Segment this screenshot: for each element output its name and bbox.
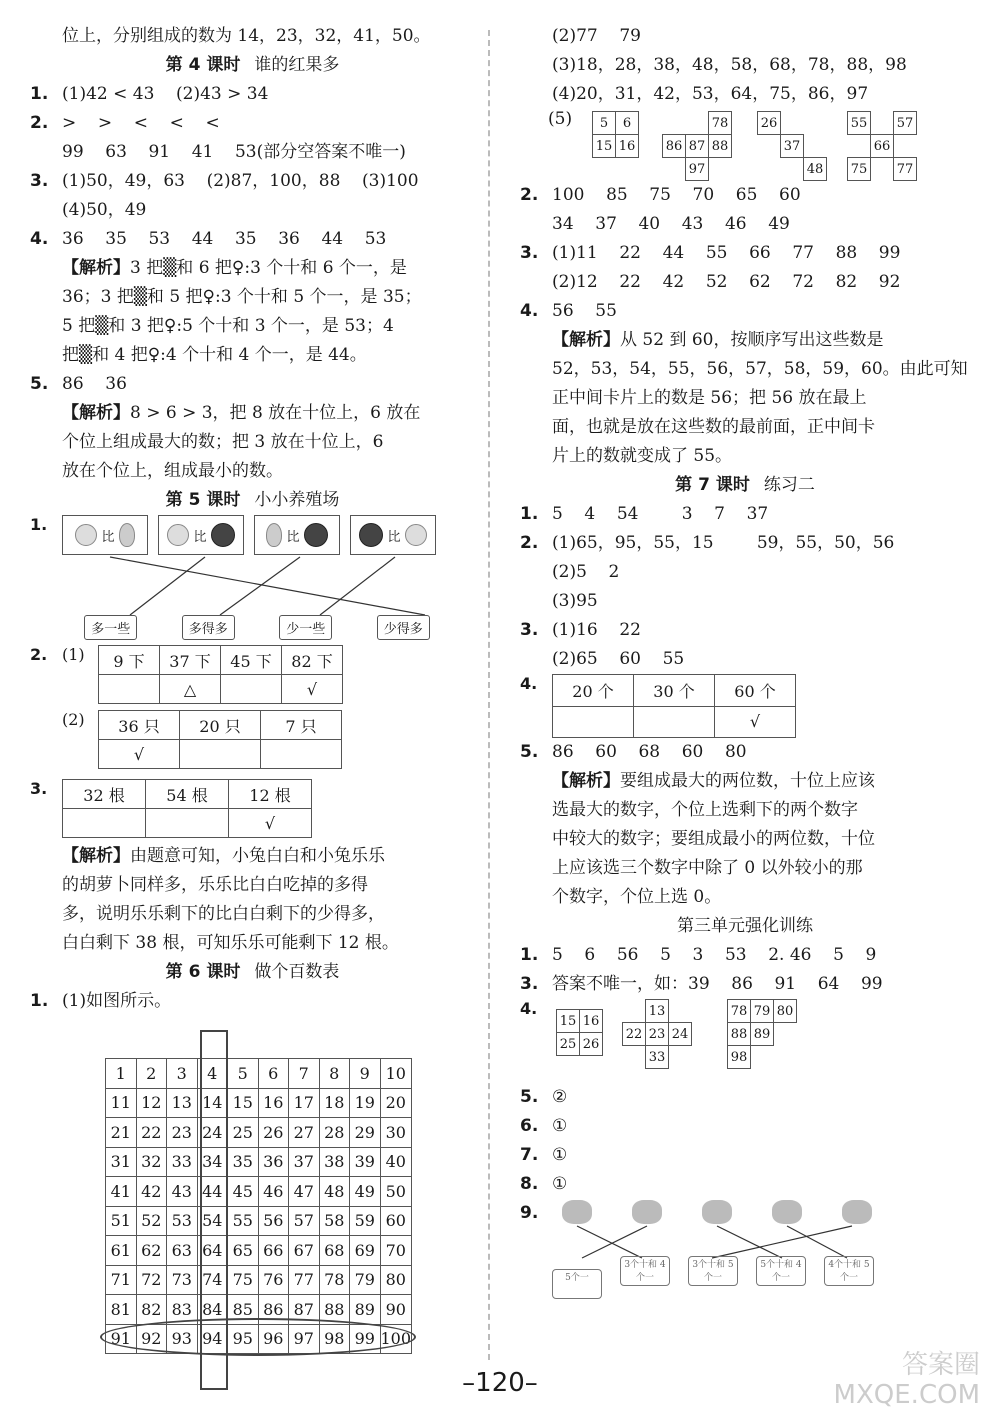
hundred-chart-cell: 89	[350, 1295, 381, 1325]
picture-melon-vs-peach: 比	[350, 515, 436, 555]
hundred-chart-cell: 56	[258, 1206, 289, 1236]
hundred-chart-cell: 19	[350, 1088, 381, 1118]
hundred-chart-cell: 7	[289, 1059, 320, 1089]
shape-c: 78 79 80 88 89 98	[727, 999, 797, 1069]
analysis-line: 个位上组成最大的数；把 3 放在十位上，6	[62, 432, 384, 452]
hundred-chart-cell: 62	[136, 1236, 167, 1266]
hundred-chart-cell: 21	[106, 1118, 137, 1148]
word-box: 多得多	[182, 615, 235, 640]
hundred-chart-cell: 50	[380, 1177, 412, 1207]
question-line: 2. (1)65，95，55，15 59，55，50，56	[520, 533, 895, 553]
analysis-line: 中较大的数字；要组成最小的两位数，十位	[552, 829, 875, 849]
hundred-chart-cell: 8	[319, 1059, 350, 1089]
hundred-chart-cell: 99	[350, 1324, 381, 1354]
hundred-chart-cell: 74	[197, 1265, 228, 1295]
hundred-chart-cell: 36	[258, 1147, 289, 1177]
question-4: 4. 56 55	[520, 301, 617, 321]
question-line: (2)5 2	[552, 562, 620, 582]
hundred-chart-cell: 15	[228, 1088, 259, 1118]
hundred-chart-cell: 98	[319, 1324, 350, 1354]
hundred-chart-cell: 60	[380, 1206, 412, 1236]
analysis-line: 36；3 把▒和 5 把♀:3 个十和 5 个一，是 35；	[62, 287, 422, 307]
picture-peach-vs-pear: 比	[62, 515, 148, 555]
question-line: 8. ①	[520, 1174, 568, 1194]
hundred-chart-cell: 93	[167, 1324, 198, 1354]
answer-box-row	[552, 1256, 892, 1299]
hundred-chart-cell: 71	[106, 1265, 137, 1295]
analysis-line: 个数字，个位上选 0。	[552, 887, 722, 907]
analysis-line: 把▒和 4 把♀:4 个十和 4 个一，是 44。	[62, 345, 367, 365]
analysis-line: 片上的数就变成了 55。	[552, 446, 733, 466]
hundred-chart-cell: 37	[289, 1147, 320, 1177]
hundred-chart-cell: 77	[289, 1265, 320, 1295]
hundred-chart-cell: 11	[106, 1088, 137, 1118]
hundred-chart-cell: 59	[350, 1206, 381, 1236]
analysis-line: 【解析】8 > 6 > 3，把 8 放在十位上，6 放在	[62, 403, 421, 423]
hundred-chart-cell: 55	[228, 1206, 259, 1236]
hundred-chart-cell: 61	[106, 1236, 137, 1266]
hundred-chart-cell: 24	[197, 1118, 228, 1148]
analysis-line: 选最大的数字，个位上选剩下的两个数字	[552, 800, 858, 820]
question-line: (4)20，31，42，53，64，75，86，97	[552, 84, 869, 104]
hundred-chart-cell: 44	[197, 1177, 228, 1207]
hundred-chart-cell: 63	[167, 1236, 198, 1266]
hundred-chart-cell: 66	[258, 1236, 289, 1266]
question-line: 9.	[520, 1203, 539, 1223]
hundred-chart-cell: 35	[228, 1147, 259, 1177]
question-5: 5. 86 36	[30, 374, 127, 394]
question-line: 1. 5 6 56 5 3 53 2. 46 5 9	[520, 945, 877, 965]
question-line: 4. 36 35 53 44 35 36 44 53	[30, 229, 387, 249]
hundred-chart-cell: 88	[319, 1295, 350, 1325]
hundred-chart-cell: 79	[350, 1265, 381, 1295]
hundred-chart-cell: 80	[380, 1265, 412, 1295]
question-line: (2)12 22 42 52 62 72 82 92	[552, 272, 901, 292]
answer-table: 20 个 30 个 60 个 √	[552, 674, 796, 738]
question-line: (2)77 79	[552, 26, 641, 46]
answer-box: 5个一	[552, 1269, 602, 1299]
hundred-chart-cell: 30	[380, 1118, 412, 1148]
shape-c: 26 37 48	[757, 111, 827, 181]
answer-table: 9 下 37 下 45 下 82 下 △ √	[98, 645, 343, 704]
hundred-chart-cell: 48	[319, 1177, 350, 1207]
hundred-chart-cell: 6	[258, 1059, 289, 1089]
hundred-chart-cell: 94	[197, 1324, 228, 1354]
question-line: 3. (1)16 22	[520, 620, 641, 640]
hundred-chart-cell: 1	[106, 1059, 137, 1089]
question-line: 3. (1)11 22 44 55 66 77 88 99	[520, 243, 901, 263]
hundred-chart-cell: 47	[289, 1177, 320, 1207]
hundred-chart-cell: 49	[350, 1177, 381, 1207]
question-line: 2. > > < < <	[30, 113, 220, 133]
analysis-line: 的胡萝卜同样多，乐乐比白白吃掉的多得	[62, 875, 368, 895]
hundred-chart-cell: 20	[380, 1088, 412, 1118]
shape-b: 13 22 23 24 33	[622, 999, 692, 1069]
question-line: 3. (1)50，49，63 (2)87，100，88 (3)100	[30, 171, 419, 191]
word-box: 多一些	[84, 615, 137, 640]
hundred-chart-cell: 65	[228, 1236, 259, 1266]
hundred-chart-cell: 100	[380, 1324, 412, 1354]
question-line: 5. ②	[520, 1087, 568, 1107]
hundred-chart-cell: 18	[319, 1088, 350, 1118]
hundred-chart-cell: 53	[167, 1206, 198, 1236]
hundred-chart-cell: 42	[136, 1177, 167, 1207]
hundred-chart-cell: 13	[167, 1088, 198, 1118]
question-line: 3. 答案不唯一，如：39 86 91 64 99	[520, 974, 883, 994]
hundred-chart-cell: 45	[228, 1177, 259, 1207]
number-shape-figure-2: 4. 15 16 25 26 13 22 23 24 33 78 79 80 88 89 98	[552, 999, 970, 1083]
hundred-chart-cell: 92	[136, 1324, 167, 1354]
question-4-table: 4. 20 个 30 个 60 个 √	[520, 674, 970, 738]
watermark: 答案圈 MXQE.COM	[833, 1350, 980, 1410]
analysis-line: 【解析】由题意可知，小兔白白和小兔乐乐	[62, 846, 385, 866]
hundred-chart-cell: 10	[380, 1059, 412, 1089]
lesson-5-heading: 第 5 课时 小小养殖场	[165, 490, 340, 510]
answer-table: 36 只 20 只 7 只 √	[98, 710, 342, 769]
hundred-chart-cell: 33	[167, 1147, 198, 1177]
analysis-line: 52，53，54，55，56，57，58，59，60。由此可知	[552, 359, 968, 379]
lesson-4-heading: 第 4 课时 谁的红果多	[165, 55, 340, 75]
hundred-chart-cell: 23	[167, 1118, 198, 1148]
hundred-chart-cell: 52	[136, 1206, 167, 1236]
hundred-chart-cell: 34	[197, 1147, 228, 1177]
analysis-line: 面，也就是放在这些数的最前面，正中间卡	[552, 417, 875, 437]
question-3: 3. 32 根 54 根 12 根 √	[30, 779, 475, 838]
hundred-chart-cell: 58	[319, 1206, 350, 1236]
hundred-chart-cell: 69	[350, 1236, 381, 1266]
question-line: 34 37 40 43 46 49	[552, 214, 790, 234]
word-box: 少得多	[377, 615, 430, 640]
question-line: 1. 5 4 54 3 7 37	[520, 504, 769, 524]
question-line: 1. (1)42 < 43 (2)43 > 34	[30, 84, 269, 104]
hundred-chart-cell: 91	[106, 1324, 137, 1354]
hundred-chart-cell: 22	[136, 1118, 167, 1148]
hundred-chart-cell: 27	[289, 1118, 320, 1148]
question-line: (4)50，49	[62, 200, 147, 220]
answer-box: 4个十和 5个一	[824, 1256, 874, 1286]
lesson-7-heading: 第 7 课时 练习二	[675, 475, 815, 495]
hundred-chart-cell: 68	[319, 1236, 350, 1266]
hundred-chart-cell: 14	[197, 1088, 228, 1118]
cabbage-matching-figure	[552, 1200, 970, 1283]
hundred-chart-cell: 5	[228, 1059, 259, 1089]
hundred-chart-cell: 16	[258, 1088, 289, 1118]
hundred-chart-cell: 72	[136, 1265, 167, 1295]
hundred-chart-cell: 90	[380, 1295, 412, 1325]
hundred-chart-cell: 39	[350, 1147, 381, 1177]
hundred-chart-cell: 51	[106, 1206, 137, 1236]
hundred-chart-cell: 41	[106, 1177, 137, 1207]
row-91-100-highlight	[100, 1318, 416, 1356]
hundred-chart-cell: 17	[289, 1088, 320, 1118]
hundred-chart-cell: 70	[380, 1236, 412, 1266]
question-line: 7. ①	[520, 1145, 568, 1165]
word-box-row	[62, 615, 452, 640]
question-line: 99 63 91 41 53(部分空答案不唯一)	[62, 142, 406, 162]
hundred-chart-cell: 87	[289, 1295, 320, 1325]
question-line: (2)65 60 55	[552, 649, 685, 669]
analysis-line: 放在个位上，组成最小的数。	[62, 461, 283, 481]
hundred-chart-cell: 76	[258, 1265, 289, 1295]
hundred-chart-cell: 84	[197, 1295, 228, 1325]
hundred-chart-cell: 31	[106, 1147, 137, 1177]
text-line: 位上，分别组成的数为 14，23，32，41，50。	[62, 26, 431, 46]
question-2b: (2) 36 只 20 只 7 只 √	[30, 710, 475, 769]
shape-a: 15 16 25 26	[556, 1009, 603, 1056]
shape-d: 55 57 66 75 77	[847, 111, 917, 181]
hundred-chart-cell: 4	[197, 1059, 228, 1089]
question-line: 2. 100 85 75 70 65 60	[520, 185, 801, 205]
hundred-chart-cell: 67	[289, 1236, 320, 1266]
hundred-chart-cell: 54	[197, 1206, 228, 1236]
hundred-chart-cell: 3	[167, 1059, 198, 1089]
hundred-chart-cell: 29	[350, 1118, 381, 1148]
answer-box: 3个十和 5个一	[688, 1256, 738, 1286]
hundred-chart-cell: 38	[319, 1147, 350, 1177]
picture-peach-vs-melon: 比	[158, 515, 244, 555]
analysis-line: 白白剩下 38 根，可知乐乐可能剩下 12 根。	[62, 933, 399, 953]
hundred-chart-cell: 86	[258, 1295, 289, 1325]
hundred-chart-cell: 57	[289, 1206, 320, 1236]
hundred-chart-cell: 73	[167, 1265, 198, 1295]
right-column	[520, 22, 970, 1283]
analysis-line: 【解析】3 把▒和 6 把♀:3 个十和 6 个一，是	[62, 258, 407, 278]
hundred-chart-cell: 9	[350, 1059, 381, 1089]
question-2a: 2. (1) 9 下 37 下 45 下 82 下 △ √	[30, 645, 475, 704]
hundred-chart-cell: 25	[228, 1118, 259, 1148]
analysis-line: 多，说明乐乐剩下的比白白剩下的少得多，	[62, 904, 385, 924]
left-column	[30, 22, 475, 1016]
hundred-chart-cell: 40	[380, 1147, 412, 1177]
page-number: –120–	[462, 1368, 538, 1398]
hundred-chart-cell: 32	[136, 1147, 167, 1177]
hundred-chart-cell: 64	[197, 1236, 228, 1266]
number-shape-figure: (5) 5 6 15 16 78 86 87 88 97 26 37 48 55 57 66 75 77	[552, 109, 970, 181]
analysis-line: 上应该选三个数字中除了 0 以外较小的那	[552, 858, 863, 878]
hundred-chart-cell: 12	[136, 1088, 167, 1118]
unit-3-heading: 第三单元强化训练	[677, 916, 813, 936]
hundred-chart-cell: 95	[228, 1324, 259, 1354]
analysis-line: 正中间卡片上的数是 56；把 56 放在最上	[552, 388, 867, 408]
matching-figure: 1. 比 比 比 比 多一些 多得多 少一些 少得多	[30, 515, 475, 645]
analysis-line: 【解析】从 52 到 60，按顺序写出这些数是	[552, 330, 884, 350]
shape-a: 5 6 15 16	[592, 111, 639, 158]
hundred-chart-cell: 75	[228, 1265, 259, 1295]
question-line: (3)18，28，38，48，58，68，78，88，98	[552, 55, 907, 75]
column-divider	[488, 30, 490, 1360]
hundred-chart-cell: 81	[106, 1295, 137, 1325]
shape-b: 78 86 87 88 97	[662, 111, 732, 181]
analysis-line: 5 把▒和 3 把♀:5 个十和 3 个一，是 53；4	[62, 316, 394, 336]
hundred-chart-cell: 82	[136, 1295, 167, 1325]
lesson-6-heading: 第 6 课时 做个百数表	[165, 962, 340, 982]
hundred-chart-cell: 2	[136, 1059, 167, 1089]
question-line: 6. ①	[520, 1116, 568, 1136]
hundred-chart-cell: 96	[258, 1324, 289, 1354]
hundred-chart-cell: 28	[319, 1118, 350, 1148]
question-line: (3)95	[552, 591, 598, 611]
hundred-chart-cell: 83	[167, 1295, 198, 1325]
picture-pear-vs-melon: 比	[254, 515, 340, 555]
question-1: 1. (1)如图所示。	[30, 991, 172, 1011]
answer-box: 3个十和 4个一	[620, 1256, 670, 1286]
question-5: 5. 86 60 68 60 80	[520, 742, 747, 762]
answer-table: 32 根 54 根 12 根 √	[62, 779, 312, 838]
answer-box: 5个十和 4个一	[756, 1256, 806, 1286]
hundred-chart-cell: 78	[319, 1265, 350, 1295]
hundred-chart-cell: 43	[167, 1177, 198, 1207]
word-box: 少一些	[279, 615, 332, 640]
analysis-line: 【解析】要组成最大的两位数，十位上应该	[552, 771, 875, 791]
hundred-chart-cell: 46	[258, 1177, 289, 1207]
hundred-chart-cell: 26	[258, 1118, 289, 1148]
hundred-chart	[105, 1058, 412, 1354]
hundred-chart-cell: 97	[289, 1324, 320, 1354]
hundred-chart-cell: 85	[228, 1295, 259, 1325]
